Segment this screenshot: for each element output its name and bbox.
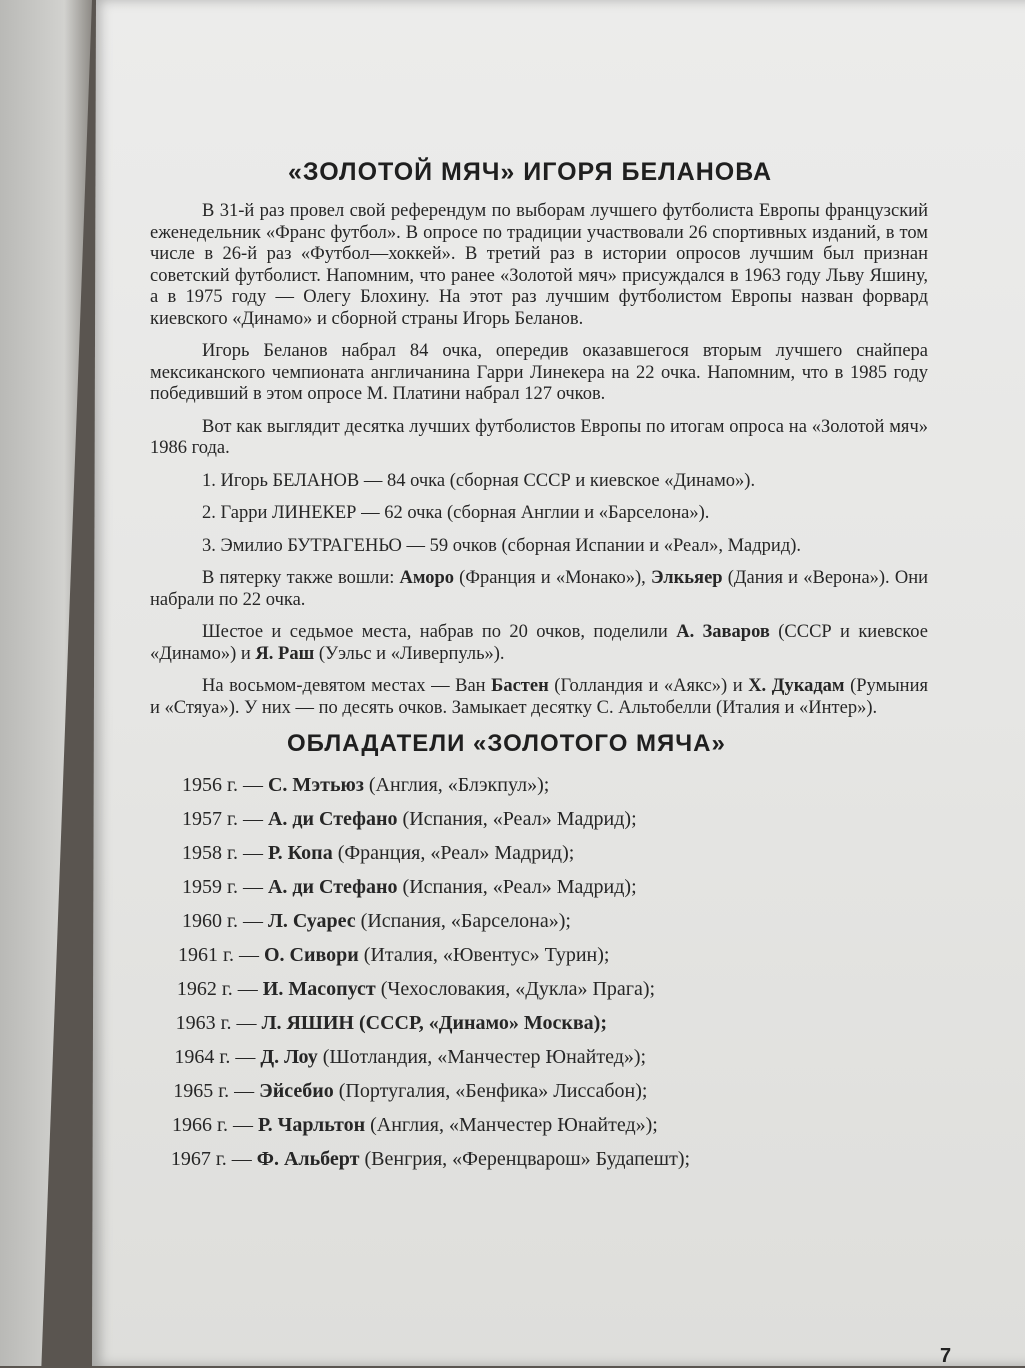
winner-entry	[178, 938, 928, 972]
winner-year: 1963 г. —	[175, 1012, 257, 1034]
article-body	[150, 201, 928, 719]
text-run: (Уэльс и «Ливерпуль»).	[314, 643, 505, 664]
winner-detail: (СССР, «Динамо» Москва);	[358, 1012, 607, 1034]
winner-detail: (Франция, «Реал» Мадрид);	[337, 842, 575, 864]
winner-detail: (Чехословакия, «Дукла» Прага);	[380, 978, 656, 1000]
text-run: 2. Гарри ЛИНЕКЕР — 62 очка (сборная Англии и «Барселона»).	[202, 503, 710, 523]
winner-detail: (Испания, «Реал» Мадрид);	[402, 876, 637, 898]
text-run: Игорь Беланов набрал 84 очка, опередив оказавшегося вторым лучшего снайпера мексиканского чемпионата англичанина Гарри Линекера на 22 очка. Напомним, что в 1985 году победивший в этом опросе М. Платини набрал 127 очков.	[150, 341, 928, 404]
bold-name: Аморо	[399, 568, 455, 588]
winner-name: С. Мэтьюз	[267, 774, 364, 796]
winner-name: А. ди Стефано	[267, 876, 398, 898]
winner-name: Л. ЯШИН	[261, 1012, 354, 1034]
paragraph	[150, 536, 928, 558]
winner-entry	[174, 1040, 928, 1074]
winner-entry	[177, 972, 928, 1006]
bold-name: Я. Раш	[255, 643, 315, 664]
winners-list	[170, 768, 928, 1176]
text-run: Шестое и седьмое места, набрав по 20 очков, поделили	[202, 622, 677, 642]
winner-entry	[173, 1074, 928, 1108]
bold-name: Элкьяер	[650, 568, 723, 588]
article-title: «ЗОЛОТОЙ МЯЧ» ИГОРЯ БЕЛАНОВА	[288, 158, 773, 186]
winner-name: О. Сивори	[263, 944, 359, 966]
text-run: (СССР и киевское «Динамо») и	[150, 622, 928, 664]
bold-name: Бастен	[491, 676, 549, 696]
winner-detail: (Англия, «Блэкпул»);	[368, 774, 550, 796]
winner-entry	[182, 904, 928, 938]
paragraph	[150, 622, 928, 665]
winner-entry	[182, 768, 928, 802]
winner-name: Д. Лоу	[260, 1046, 318, 1068]
text-run: В 31-й раз провел свой референдум по выборам лучшего футболиста Европы французский еженедельник «Франс футбол». В опросе по традиции участвовали 26 спортивных изданий, в том числе в 26-й раз «Футбол—хоккей». В третий раз в истории опросов лучшим был признан советский футболист. Напомним, что ранее «Золотой мяч» присуждался в 1963 году Льву Яшину, а в 1975 году — Олегу Блохину. На этот раз лучшим футболистом Европы назван форвард киевского «Динамо» и сборной страны Игорь Беланов.	[150, 201, 928, 329]
winner-entry	[171, 1142, 928, 1176]
winner-year: 1965 г. —	[173, 1080, 255, 1102]
text-run: 3. Эмилио БУТРАГЕНЬО — 59 очков (сборная Испании и «Реал», Мадрид).	[202, 535, 802, 556]
text-run: (Румыния и «Стяуа»). У них — по десять очков. Замыкает десятку С. Альтобелли (Италия и «Интер»).	[150, 676, 928, 718]
winner-name: А. ди Стефано	[267, 808, 398, 830]
winner-year: 1962 г. —	[176, 978, 258, 1000]
winners-title: ОБЛАДАТЕЛИ «ЗОЛОТОГО МЯЧА»	[287, 730, 726, 757]
paragraph	[150, 417, 928, 460]
winner-name: И. Масопуст	[262, 978, 376, 1000]
winner-year: 1960 г. —	[182, 910, 263, 932]
text-run: Вот как выглядит десятка лучших футболистов Европы по итогам опроса на «Золотой мяч» 1986 года.	[150, 416, 928, 458]
winner-entry	[182, 836, 928, 870]
winner-name: Р. Копа	[267, 842, 333, 864]
winner-year: 1957 г. —	[182, 808, 263, 830]
text-run: (Дания и «Верона»). Они набрали по 22 очка.	[150, 568, 928, 610]
text-run: (Голландия и «Аякс») и	[548, 676, 749, 696]
winner-name: Эйсебио	[259, 1080, 334, 1102]
winner-name: Р. Чарльтон	[257, 1114, 366, 1136]
text-run: На восьмом-девятом местах — Ван	[202, 676, 492, 696]
article	[150, 150, 928, 1176]
winner-detail: (Венгрия, «Ференцварош» Будапешт);	[364, 1148, 691, 1170]
winner-year: 1961 г. —	[178, 944, 259, 966]
previous-page-edge	[0, 0, 92, 1366]
winner-detail: (Италия, «Ювентус» Турин);	[363, 944, 610, 966]
winner-entry	[172, 1108, 928, 1142]
winner-year: 1964 г. —	[174, 1046, 256, 1068]
winner-name: Л. Суарес	[267, 910, 356, 932]
winner-year: 1956 г. —	[182, 774, 263, 796]
winner-year: 1959 г. —	[182, 876, 263, 898]
paragraph	[150, 471, 928, 493]
winner-detail: (Испания, «Реал» Мадрид);	[402, 808, 637, 830]
paragraph	[150, 503, 928, 525]
bold-name: А. Заваров	[676, 622, 770, 642]
winner-entry	[176, 1006, 928, 1040]
winner-year: 1967 г. —	[170, 1148, 252, 1170]
paragraph	[150, 201, 928, 330]
text-run: 1. Игорь БЕЛАНОВ — 84 очка (сборная СССР и киевское «Динамо»).	[202, 470, 756, 491]
paragraph	[150, 341, 928, 406]
text-run: В пятерку также вошли:	[202, 568, 400, 588]
winner-detail: (Шотландия, «Манчестер Юнайтед»);	[322, 1046, 647, 1068]
winner-year: 1958 г. —	[182, 842, 263, 864]
winner-year: 1966 г. —	[172, 1114, 253, 1136]
paragraph	[150, 676, 928, 719]
winner-entry	[182, 802, 928, 836]
winner-entry	[182, 870, 928, 904]
winner-detail: (Португалия, «Бенфика» Лиссабон);	[338, 1080, 648, 1102]
paragraph	[150, 568, 928, 611]
winner-detail: (Испания, «Барселона»);	[360, 910, 571, 932]
winner-name: Ф. Альберт	[256, 1148, 360, 1170]
text-run: (Франция и «Монако»),	[454, 568, 651, 588]
page-number: 7	[940, 1345, 952, 1367]
bold-name: Х. Дукадам	[748, 676, 845, 696]
winner-detail: (Англия, «Манчестер Юнайтед»);	[370, 1114, 658, 1136]
